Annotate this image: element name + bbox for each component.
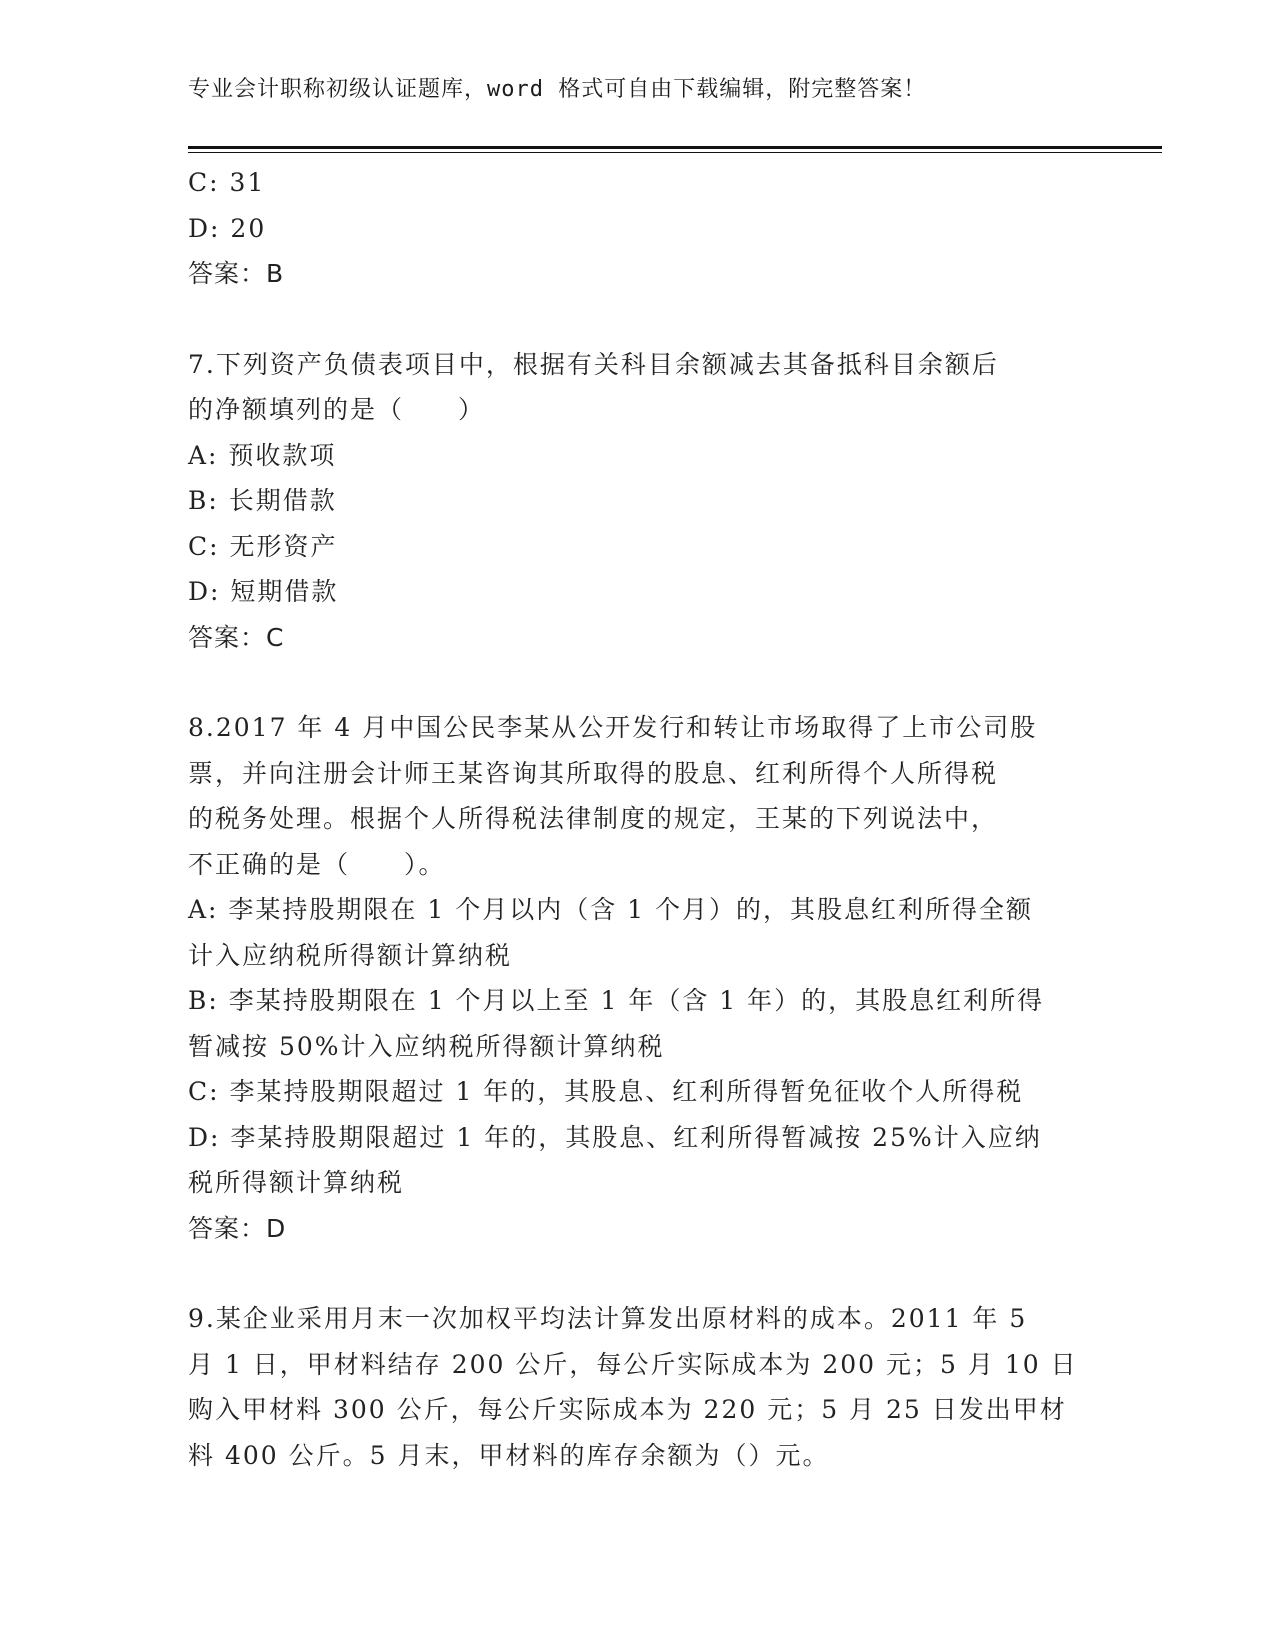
- q6-answer: 答案：B: [188, 259, 285, 288]
- q8-option-b-line-2: 暂减按 50%计入应纳税所得额计算纳税: [188, 1031, 665, 1061]
- q9-stem-line-4: 料 400 公斤。5 月末，甲材料的库存余额为（）元。: [188, 1440, 830, 1470]
- q8-stem-line-2: 票，并向注册会计师王某咨询其所取得的股息、红利所得个人所得税: [188, 758, 999, 788]
- q8-answer: 答案：D: [188, 1213, 287, 1243]
- spacer: [188, 297, 1088, 342]
- q8-stem-line-1: 8.2017 年 4 月中国公民李某从公开发行和转让市场取得了上市公司股: [188, 713, 1038, 742]
- q7-option-a: A: 预收款项: [188, 440, 337, 470]
- spacer: [188, 1251, 1088, 1296]
- q6-option-c: C: 31: [188, 168, 266, 197]
- q8-stem-line-3: 的税务处理。根据个人所得税法律制度的规定，王某的下列说法中，: [188, 804, 999, 833]
- q7-stem-line-2: 的净额填列的是（ ）: [188, 395, 486, 424]
- q8-option-b-line-1: B: 李某持股期限在 1 个月以上至 1 年（含 1 年）的，其股息红利所得: [188, 986, 1045, 1015]
- q8-option-d-line-2: 税所得额计算纳税: [188, 1168, 405, 1197]
- q9-stem-line-1: 9.某企业采用月末一次加权平均法计算发出原材料的成本。2011 年 5: [188, 1304, 1028, 1333]
- q8-option-a-line-1: A: 李某持股期限在 1 个月以内（含 1 个月）的，其股息红利所得全额: [188, 895, 1034, 924]
- header-rule-thin: [188, 152, 1162, 153]
- q7-option-d: D: 短期借款: [188, 577, 339, 606]
- q7-option-c: C: 无形资产: [188, 531, 338, 561]
- q8-stem-line-4: 不正确的是（ ）。: [188, 849, 446, 879]
- q7-answer: 答案：C: [188, 622, 285, 652]
- header-rule-thick: [188, 146, 1162, 149]
- q8-option-d-line-1: D: 李某持股期限超过 1 年的，其股息、红利所得暂减按 25%计入应纳: [188, 1122, 1042, 1152]
- q7-stem-line-1: 7.下列资产负债表项目中，根据有关科目余额减去其备抵科目余额后: [188, 349, 999, 379]
- q7-option-b: B: 长期借款: [188, 486, 337, 515]
- page-header: 专业会计职称初级认证题库，word 格式可自由下载编辑，附完整答案！: [188, 77, 927, 102]
- q6-option-d: D: 20: [188, 213, 267, 243]
- q8-option-c: C: 李某持股期限超过 1 年的，其股息、红利所得暂免征收个人所得税: [188, 1077, 1024, 1106]
- q9-stem-line-2: 月 1 日，甲材料结存 200 公斤，每公斤实际成本为 200 元；5 月 10 日: [188, 1349, 1078, 1379]
- q9-stem-line-3: 购入甲材料 300 公斤，每公斤实际成本为 220 元；5 月 25 日发出甲材: [188, 1395, 1067, 1424]
- spacer: [188, 660, 1088, 705]
- question-content: [188, 160, 1088, 1478]
- q8-option-a-line-2: 计入应纳税所得额计算纳税: [188, 940, 513, 970]
